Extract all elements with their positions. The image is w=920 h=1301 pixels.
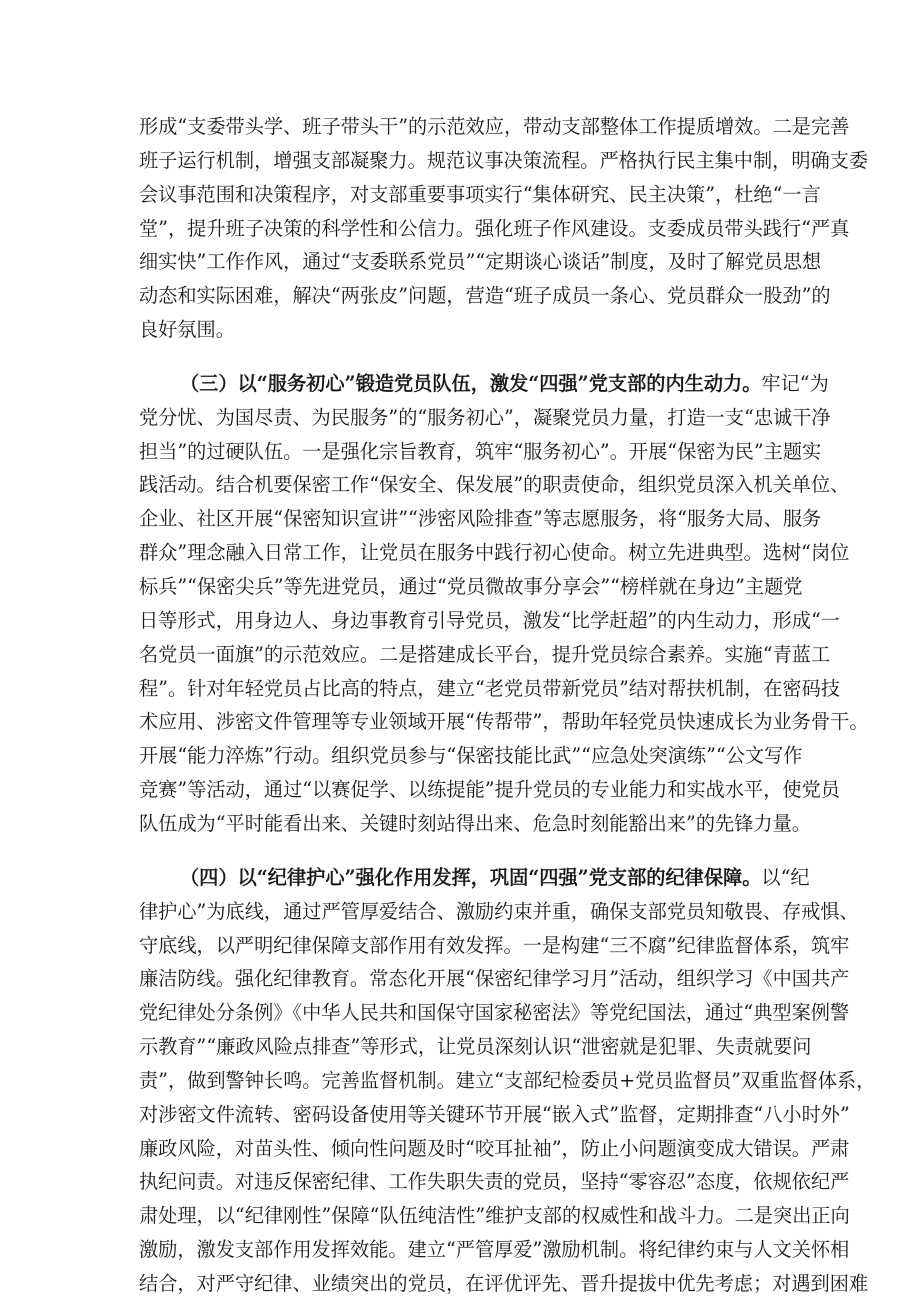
text-line: 守底线，以严明纪律保障支部作用有效发挥。一是构建“三不腐”纪律监督体系，筑牢: [139, 934, 850, 957]
text-line: 名党员一面旗”的示范效应。二是搭建成长平台，提升党员综合素养。实施“青蓝工: [139, 643, 831, 666]
text-line: 担当”的过硬队伍。一是强化宗旨教育，筑牢“服务初心”。开展“保密为民”主题实: [139, 440, 822, 463]
text-line: 竞赛”等活动，通过“以赛促学、以练提能”提升党员的专业能力和实战水平，使党员: [139, 778, 840, 801]
text-line: 对涉密文件流转、密码设备使用等关键环节开展“嵌入式”监督，定期排查“八小时外”: [139, 1103, 850, 1126]
section-3-first-line: [180, 367, 829, 401]
text-line: 堂”，提升班子决策的科学性和公信力。强化班子作风建设。支委成员带头践行“严真: [139, 217, 850, 240]
text-line: 良好氛围。: [139, 318, 235, 341]
text-line: 示教育”“廉政风险点排查”等形式，让党员深刻认识“泄密就是犯罪、失责就要问: [139, 1035, 812, 1058]
text-line: 肃处理，以“纪律刚性”保障“队伍纯洁性”维护支部的权威性和战斗力。二是突出正向: [139, 1204, 850, 1227]
text-line: 队伍成为“平时能看出来、关键时刻站得出来、危急时刻能豁出来”的先锋力量。: [139, 812, 811, 835]
text-line: 律护心”为底线，通过严管厚爱结合、激励约束并重，确保支部党员知敬畏、存戒惧、: [139, 900, 859, 923]
text-line: 细实快”工作作风，通过“支委联系党员”“定期谈心谈话”制度，及时了解党员思想: [139, 250, 822, 273]
text-line: 会议事范围和决策程序，对支部重要事项实行“集体研究、民主决策”，杜绝“一言: [139, 183, 821, 206]
text-line: 廉政风险，对苗头性、倾向性问题及时“咬耳扯袖”，防止小问题演变成大错误。严肃: [139, 1137, 850, 1160]
text-line: 标兵”“保密尖兵”等先进党员，通过“党员微故事分享会”“榜样就在身边”主题党: [139, 575, 803, 598]
text-line: 践活动。结合机要保密工作“保安全、保发展”的职责使命，组织党员深入机关单位、: [139, 473, 850, 496]
text-line: 程”。针对年轻党员占比高的特点，建立“老党员带新党员”结对帮扶机制，在密码技: [139, 677, 840, 700]
text-line: 结合，对严守纪律、业绩突出的党员，在评优评先、晋升提拔中优先考虑；对遇到困难: [139, 1272, 869, 1295]
text-line: 术应用、涉密文件管理等专业领域开展“传帮带”，帮助年轻党员快速成长为业务骨干。: [139, 710, 869, 733]
text-line: 激励，激发支部作用发挥效能。建立“严管厚爱”激励机制。将纪律约束与人文关怀相: [139, 1238, 850, 1261]
text-line: 责”，做到警钟长鸣。完善监督机制。建立“支部纪检委员+党员监督员”双重监督体系，: [139, 1069, 876, 1092]
text-line: 党分忧、为国尽责、为民服务”的“服务初心”，凝聚党员力量，打造一支“忠诚干净: [139, 406, 831, 429]
section-4-heading: （四）以“纪律护心”强化作用发挥，巩固“四强”党支部的纪律保障。: [180, 866, 762, 889]
text-line: 动态和实际困难，解决“两张皮”问题，营造“班子成员一条心、党员群众一股劲”的: [139, 284, 831, 307]
section-3-first-line-rest: 牢记“为: [761, 372, 829, 395]
text-line: 党纪律处分条例》《中华人民共和国保守国家秘密法》等党纪国法，通过“典型案例警: [139, 1001, 850, 1024]
text-line: 企业、社区开展“保密知识宣讲”“涉密风险排查”等志愿服务，将“服务大局、服务: [139, 507, 822, 530]
text-line: 形成“支委带头学、班子带头干”的示范效应，带动支部整体工作提质增效。二是完善: [139, 115, 850, 138]
text-line: 廉洁防线。强化纪律教育。常态化开展“保密纪律学习月”活动，组织学习《中国共产: [139, 967, 850, 990]
text-line: 班子运行机制，增强支部凝聚力。规范议事决策流程。严格执行民主集中制，明确支委: [139, 149, 869, 172]
text-line: 日等形式，用身边人、身边事教育引导党员，激发“比学赶超”的内生动力，形成“一: [139, 609, 840, 632]
section-4-first-line: [180, 861, 810, 895]
text-line: 执纪问责。对违反保密纪律、工作失职失责的党员，坚持“零容忍”态度，依规依纪严: [139, 1170, 850, 1193]
section-4-first-line-rest: 以“纪: [761, 866, 810, 889]
text-line: 群众”理念融入日常工作，让党员在服务中践行初心使命。树立先进典型。选树“岗位: [139, 541, 850, 564]
section-3-heading: （三）以“服务初心”锻造党员队伍，激发“四强”党支部的内生动力。: [180, 372, 762, 395]
text-line: 开展“能力淬炼”行动。组织党员参与“保密技能比武”“应急处突演练”“公文写作: [139, 744, 803, 767]
